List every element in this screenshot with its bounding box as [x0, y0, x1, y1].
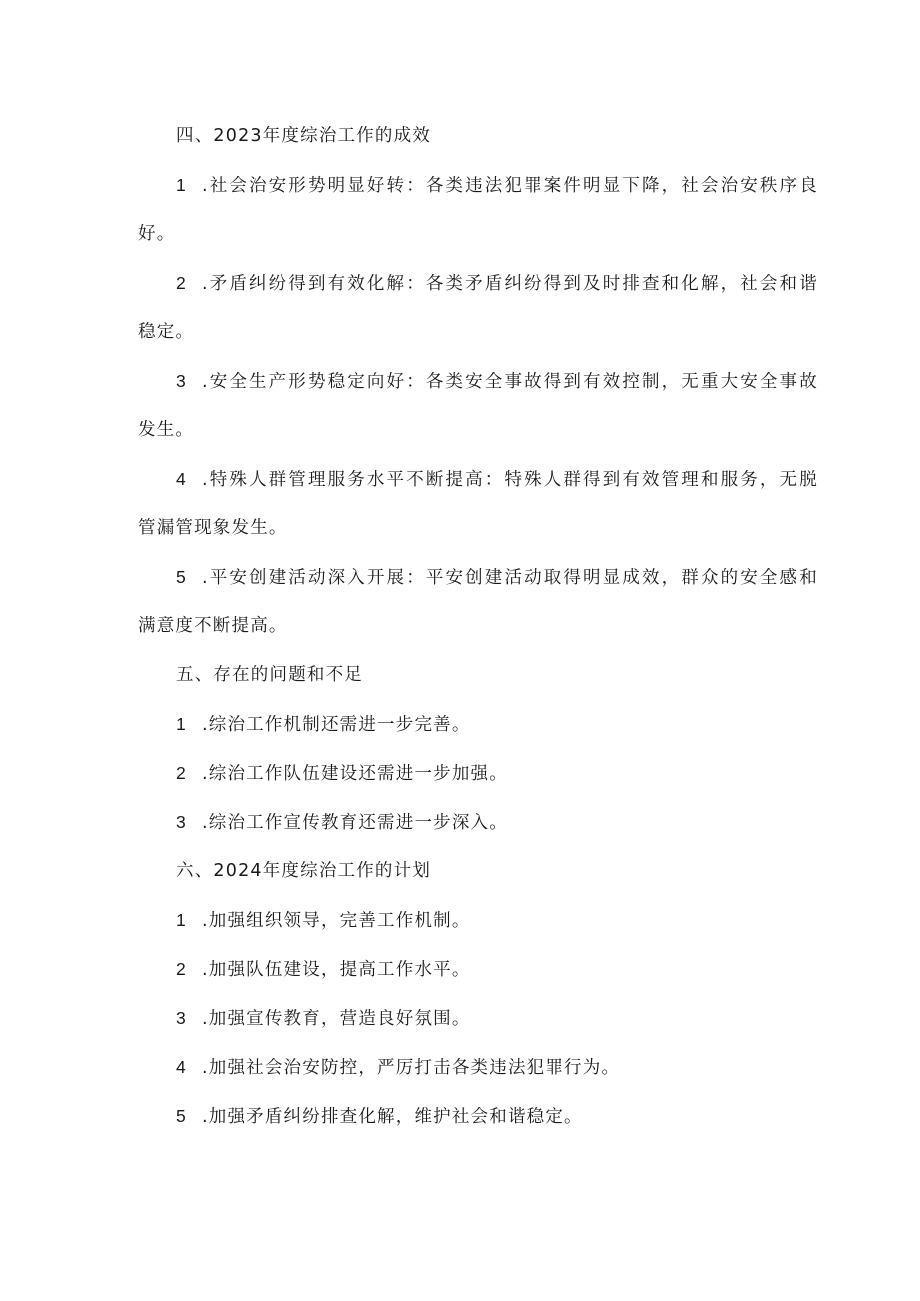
- list-item: [138, 1043, 786, 1092]
- item-text: .加强宣传教育，营造良好氛围。: [202, 1009, 471, 1029]
- list-item: [138, 798, 786, 847]
- section-heading-6: 六、2024年度综治工作的计划: [176, 861, 432, 881]
- item-text: .加强社会治安防控，严厉打击各类违法犯罪行为。: [202, 1058, 621, 1078]
- item-continuation: 好。: [138, 224, 176, 244]
- list-item: [138, 700, 786, 749]
- item-text: .矛盾纠纷得到有效化解：各类矛盾纠纷得到及时排查和化解，社会和谐: [202, 274, 819, 294]
- list-item: [138, 553, 819, 602]
- item-continuation: 满意度不断提高。: [138, 616, 288, 636]
- item-number: 3: [176, 1008, 187, 1028]
- item-number: 5: [176, 1106, 187, 1126]
- list-item: [138, 896, 786, 945]
- item-continuation: 稳定。: [138, 322, 195, 342]
- section-heading-4: 四、2023年度综治工作的成效: [176, 126, 432, 146]
- item-number: 5: [176, 567, 188, 587]
- document-page: [138, 112, 819, 1141]
- item-number: 2: [176, 273, 188, 293]
- item-number: 2: [176, 763, 187, 783]
- item-number: 3: [176, 371, 188, 391]
- item-number: 4: [176, 469, 188, 489]
- list-item: [138, 259, 819, 308]
- item-number: 2: [176, 959, 187, 979]
- item-text: .加强队伍建设，提高工作水平。: [202, 960, 471, 980]
- list-item: [138, 161, 819, 210]
- list-item: [138, 1092, 786, 1141]
- item-number: 3: [176, 812, 187, 832]
- list-item: [138, 357, 819, 406]
- item-text: .特殊人群管理服务水平不断提高：特殊人群得到有效管理和服务，无脱: [202, 470, 819, 490]
- item-text: .综治工作宣传教育还需进一步深入。: [202, 813, 508, 833]
- item-number: 4: [176, 1057, 187, 1077]
- item-number: 1: [176, 714, 187, 734]
- item-continuation: 发生。: [138, 420, 195, 440]
- item-text: .加强矛盾纠纷排查化解，维护社会和谐稳定。: [202, 1107, 583, 1127]
- item-text: .综治工作机制还需进一步完善。: [202, 715, 471, 735]
- list-item: [138, 994, 786, 1043]
- item-continuation: 管漏管现象发生。: [138, 518, 288, 538]
- list-item: [138, 945, 786, 994]
- item-number: 1: [176, 175, 188, 195]
- item-text: .安全生产形势稳定向好：各类安全事故得到有效控制，无重大安全事故: [202, 372, 819, 392]
- item-text: .综治工作队伍建设还需进一步加强。: [202, 764, 508, 784]
- item-text: .社会治安形势明显好转：各类违法犯罪案件明显下降，社会治安秩序良: [202, 176, 819, 196]
- section-heading-5: 五、存在的问题和不足: [176, 665, 363, 685]
- list-item: [138, 749, 786, 798]
- item-text: .平安创建活动深入开展：平安创建活动取得明显成效，群众的安全感和: [202, 568, 819, 588]
- item-text: .加强组织领导，完善工作机制。: [202, 911, 471, 931]
- list-item: [138, 455, 819, 504]
- item-number: 1: [176, 910, 187, 930]
